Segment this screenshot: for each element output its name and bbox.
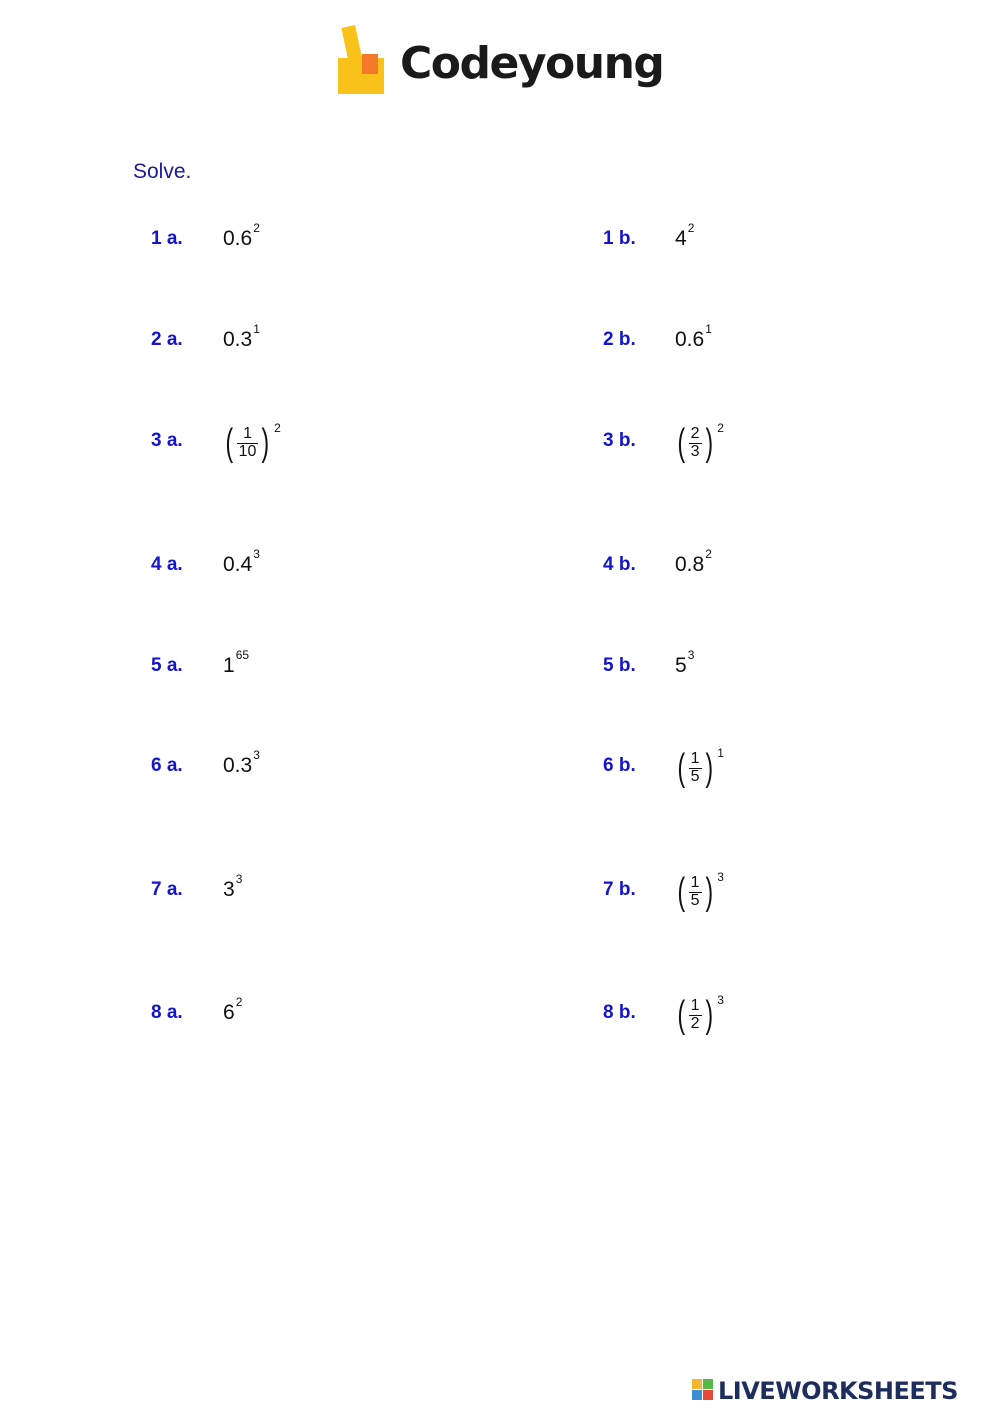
fraction-power-expression: ( $\frac{1}{2}$ ) 3: [677, 993, 724, 1036]
problem-label: 2 a.: [151, 329, 183, 350]
problem-label: 8 b.: [603, 1002, 636, 1023]
codeyoung-logo: [332, 24, 682, 104]
power-expression: $6^2$: [223, 995, 243, 1024]
power-expression: $1^{65}$: [223, 648, 250, 677]
fraction-power-expression: ( $\frac{1}{10}$ ) 2: [225, 421, 281, 464]
instruction-text: Solve.: [133, 160, 192, 183]
problem-label: 4 b.: [603, 554, 636, 575]
problem-label: 5 a.: [151, 655, 183, 676]
fraction-power-expression: ( $\frac{1}{5}$ ) 1: [677, 746, 724, 789]
power-expression: $3^3$: [223, 872, 243, 901]
liveworksheets-logo-icon: [692, 1379, 714, 1401]
footer-brand: LIVEWORKSHEETS: [718, 1377, 958, 1405]
problem-label: 6 a.: [151, 755, 183, 776]
power-expression: $0.6^1$: [675, 322, 712, 351]
power-expression: $4^2$: [675, 221, 695, 250]
power-expression: $0.6^2$: [223, 221, 260, 250]
power-expression: $0.8^2$: [675, 547, 712, 576]
power-expression: $0.3^1$: [223, 322, 260, 351]
problem-label: 6 b.: [603, 755, 636, 776]
power-expression: $5^3$: [675, 648, 695, 677]
brand-name: Codeyoung: [400, 38, 664, 89]
problem-label: 8 a.: [151, 1002, 183, 1023]
problem-label: 7 b.: [603, 879, 636, 900]
problem-label: 3 a.: [151, 430, 183, 451]
problem-label: 4 a.: [151, 554, 183, 575]
liveworksheets-footer: [692, 1377, 992, 1405]
problem-label: 7 a.: [151, 879, 183, 900]
problem-label: 5 b.: [603, 655, 636, 676]
problem-label: 1 b.: [603, 228, 636, 249]
power-expression: $0.4^3$: [223, 547, 260, 576]
codeyoung-logo-icon: [332, 24, 388, 96]
power-expression: $0.3^3$: [223, 748, 260, 777]
problem-label: 2 b.: [603, 329, 636, 350]
problem-label: 3 b.: [603, 430, 636, 451]
fraction-power-expression: ( $\frac{2}{3}$ ) 2: [677, 421, 724, 464]
problem-label: 1 a.: [151, 228, 183, 249]
fraction-power-expression: ( $\frac{1}{5}$ ) 3: [677, 870, 724, 913]
